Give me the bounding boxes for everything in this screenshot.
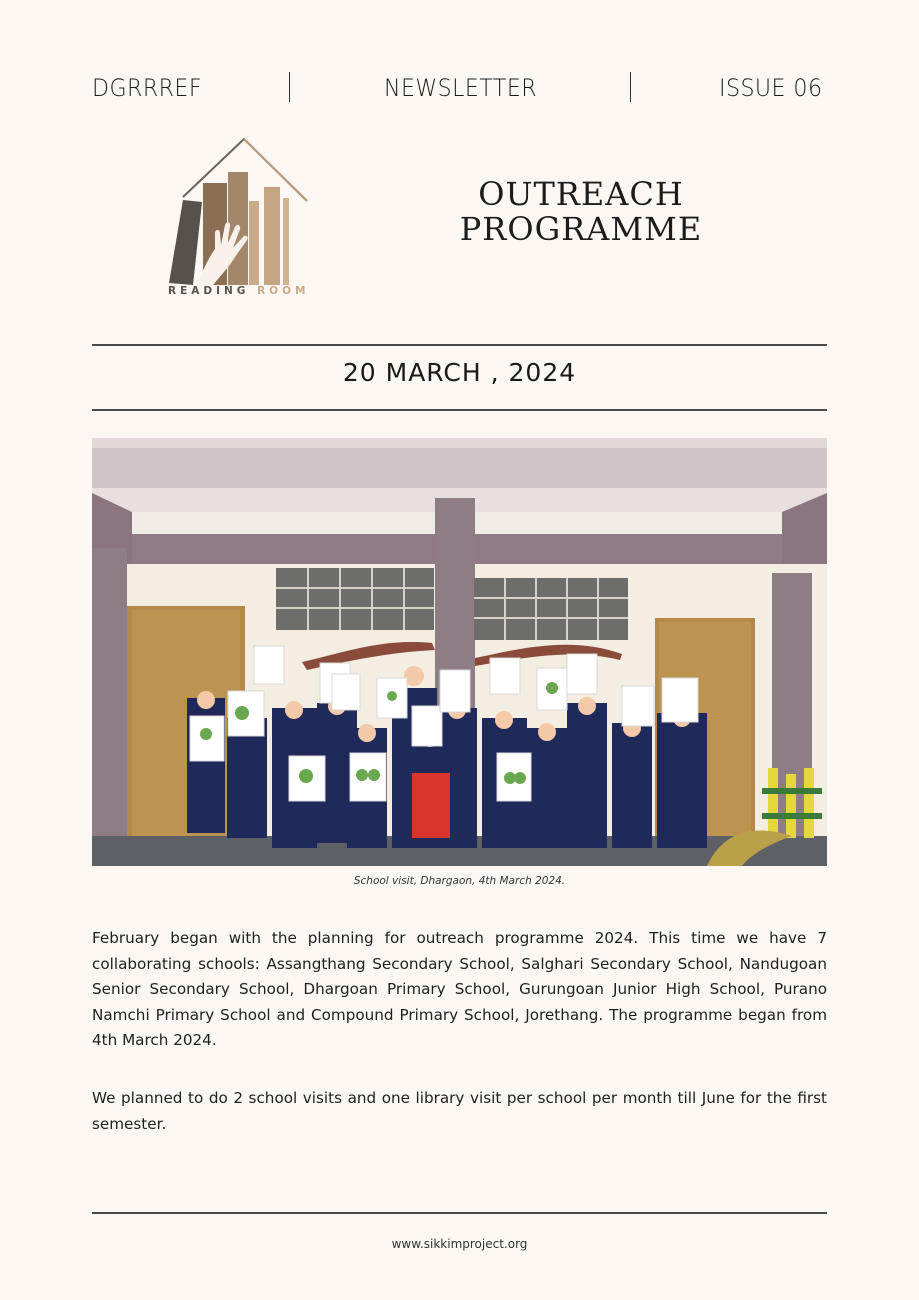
logo-word-room: ROOM (257, 285, 310, 297)
photo-caption: School visit, Dhargaon, 4th March 2024. (353, 875, 566, 887)
reading-room-logo (165, 135, 320, 300)
issue-date: 20 MARCH , 2024 (342, 358, 577, 387)
page-title-line1: OUTREACH (478, 175, 684, 213)
body-paragraph-2: We planned to do 2 school visits and one library visit per school per month till June for the first semester. (92, 1089, 827, 1133)
school-visit-photo (92, 438, 827, 866)
footer-website-link[interactable]: www.sikkimproject.org (391, 1237, 528, 1251)
issue-number: ISSUE 06 (719, 74, 823, 102)
header-divider (630, 72, 631, 102)
header-divider (289, 72, 290, 102)
logo-word-reading: READING (168, 285, 250, 297)
page-title-line2: PROGRAMME (459, 210, 703, 248)
org-name: DGRRREF (92, 74, 203, 102)
reading-room-logo-icon (165, 135, 320, 300)
newsletter-label: NEWSLETTER (384, 74, 538, 102)
body-paragraph-1: February began with the planning for outreach programme 2024. This time we have 7 collaborating schools: Assangthang Secondary School, Salghari Secondary School, Nandugoan Senior Secondary School, Dhargoan Primary School, Gurungoan Junior High School, Purano Namchi Primary School and Compound Primary School, Jorethang. The programme began from 4th March 2024. (92, 929, 827, 1049)
divider-bottom (92, 409, 827, 411)
school-visit-photo-image (92, 438, 827, 866)
divider-top (92, 344, 827, 346)
footer-divider (92, 1212, 827, 1214)
